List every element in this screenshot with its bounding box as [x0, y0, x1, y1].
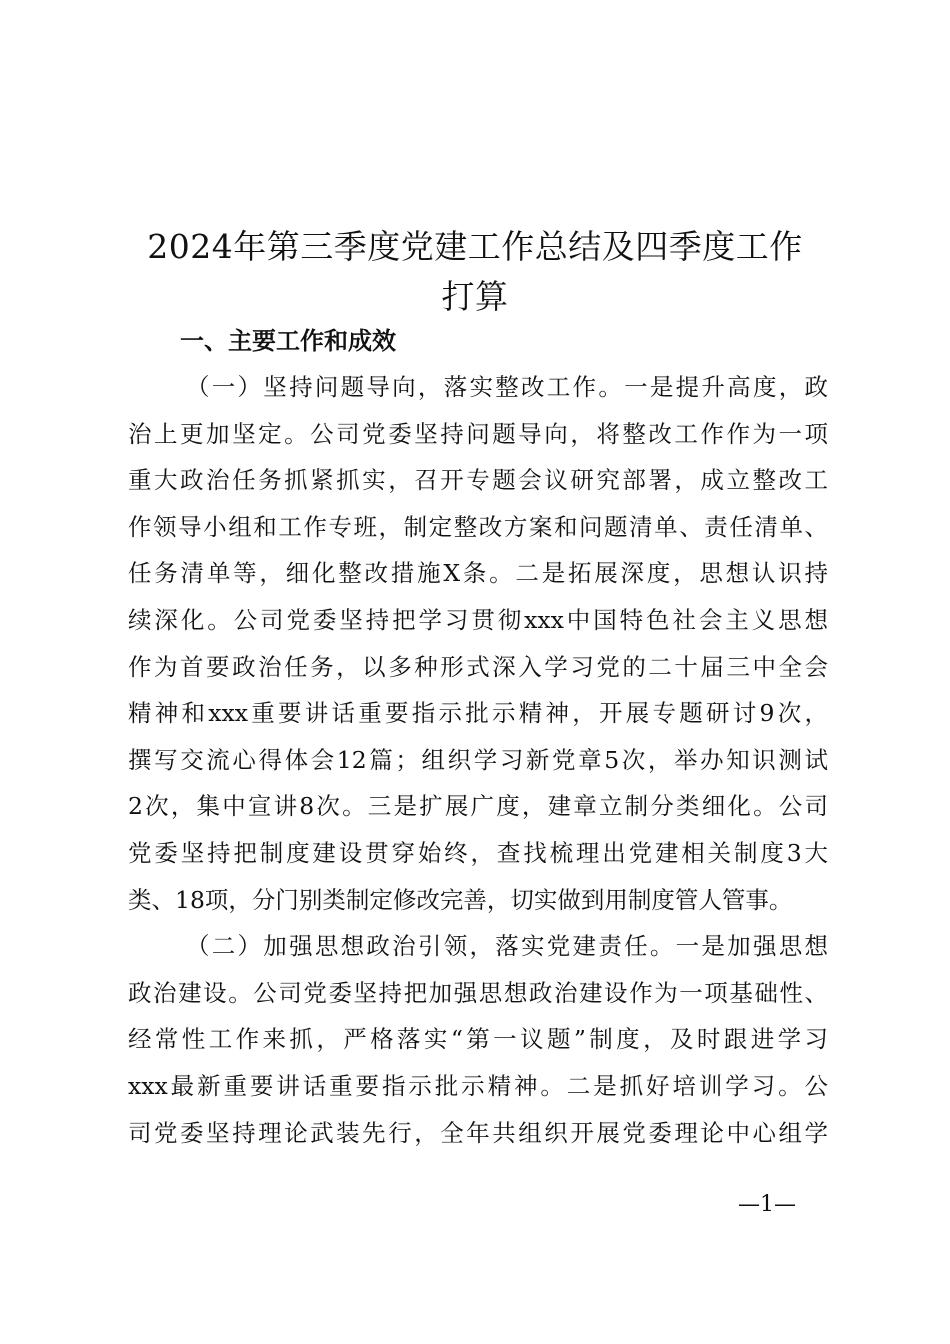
body-line: 作为首要政治任务，以多种形式深入学习党的二十届三中全会: [128, 652, 828, 681]
body-line: （二）加强思想政治引领，落实党建责任。一是加强思想: [186, 932, 828, 961]
page-number: —1—: [738, 1192, 796, 1217]
body-line: xxx最新重要讲话重要指示批示精神。二是抓好培训学习。公: [128, 1071, 828, 1100]
body-line: 任务清单等，细化整改措施X条。二是拓展深度，思想认识持: [128, 559, 828, 588]
body-line: 2次，集中宣讲8次。三是扩展广度，建章立制分类细化。公司: [128, 792, 828, 821]
title-line-1: 2024年第三季度党建工作总结及四季度工作: [147, 227, 803, 266]
body-line: 作领导小组和工作专班，制定整改方案和问题清单、责任清单、: [128, 512, 828, 541]
body-line: 治上更加坚定。公司党委坚持问题导向，将整改工作作为一项: [128, 419, 828, 448]
title-line-2: 打算: [441, 277, 509, 316]
body-line: 精神和xxx重要讲话重要指示批示精神，开展专题研讨9次，: [128, 699, 828, 728]
document-title: [128, 222, 822, 322]
section-heading: 一、主要工作和成效: [180, 327, 396, 355]
body-line: 经常性工作来抓，严格落实“第一议题”制度，及时跟进学习: [128, 1025, 828, 1054]
body-line: 续深化。公司党委坚持把学习贯彻xxx中国特色社会主义思想: [128, 605, 828, 634]
body-line: （一）坚持问题导向，落实整改工作。一是提升高度，政: [186, 373, 828, 401]
body-line: 撰写交流心得体会12篇；组织学习新党章5次，举办知识测试: [128, 745, 828, 774]
body-line: 政治建设。公司党委坚持把加强思想政治建设作为一项基础性、: [128, 978, 828, 1007]
body-line: 重大政治任务抓紧抓实，召开专题会议研究部署，成立整改工: [128, 466, 828, 495]
body-line: 类、18项，分门别类制定修改完善，切实做到用制度管人管事。: [128, 885, 793, 914]
body-text: [128, 364, 828, 1156]
body-line: 党委坚持把制度建设贯穿始终，查找梳理出党建相关制度3大: [128, 838, 828, 867]
body-line: 司党委坚持理论武装先行，全年共组织开展党委理论中心组学: [128, 1118, 828, 1147]
